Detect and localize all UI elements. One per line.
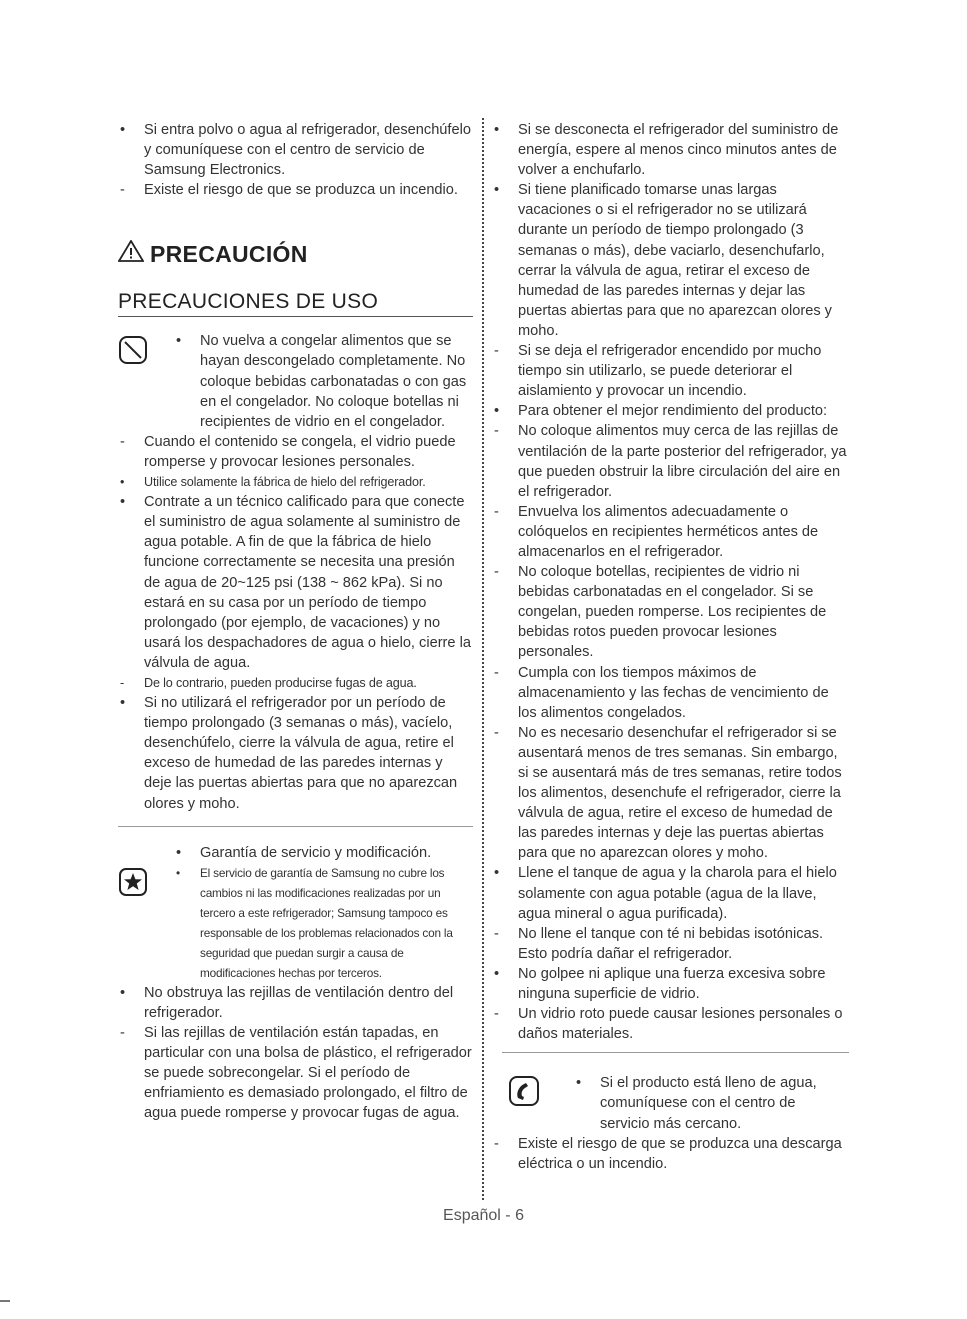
item-text: Si tiene planificado tomarse unas largas vacaciones o si el refrigerador no se utilizará durante un período de tiempo prolongado (3 semanas o más), debe vaciarlo, desenchufarlo, cerrar la válvula de agua, retirar el exceso de humedad de las paredes internas y dejar las puertas abiertas para que no aparezcan olores y moho. xyxy=(518,182,832,339)
dash-marker: - xyxy=(494,423,499,440)
item-text: Utilice solamente la fábrica de hielo del refrigerador. xyxy=(144,475,426,490)
dash-marker: - xyxy=(494,925,499,942)
bullet-item xyxy=(118,472,473,492)
dash-item xyxy=(492,663,849,723)
item-text: Si se desconecta el refrigerador del suministro de energía, espere al menos cinco minutos antes de volver a enchufarlo. xyxy=(518,122,839,179)
item-text: Si no utilizará el refrigerador por un período de tiempo prolongado (3 semanas o más), vacíelo, desenchúfelo, cierre la válvula de agua, retire el exceso de humedad de las paredes internas y deje las puertas abiertas para que no aparezcan olores y moho. xyxy=(144,695,458,812)
bullet-marker: • xyxy=(120,122,126,138)
item-text: De lo contrario, pueden producirse fugas de agua. xyxy=(144,675,417,690)
item-text: Para obtener el mejor rendimiento del producto: xyxy=(518,403,828,420)
bullet-item xyxy=(492,863,849,923)
item-text: Garantía de servicio y modificación. xyxy=(200,844,432,861)
bullet-marker: • xyxy=(494,182,500,199)
item-text: Llene el tanque de agua y la charola para el hielo solamente con agua potable (agua de la llave, agua mineral o agua purificada). xyxy=(518,865,837,922)
dash-marker: - xyxy=(494,664,499,681)
item-text: Existe el riesgo de que se produzca un incendio. xyxy=(144,182,458,199)
item-text: Un vidrio roto puede causar lesiones personales o daños materiales. xyxy=(518,1006,843,1043)
dash-item xyxy=(118,432,473,472)
prohibited-list xyxy=(174,331,473,431)
item-text: Si se deja el refrigerador encendido por mucho tiempo sin utilizarlo, se puede deteriorar el aislamiento y provocar un incendio. xyxy=(518,343,822,400)
item-text: Si el producto está lleno de agua, comuníquese con el centro de servicio más cercano. xyxy=(600,1075,817,1132)
warning-triangle-icon xyxy=(118,240,144,268)
bullet-marker: • xyxy=(120,475,125,490)
item-text: No coloque alimentos muy cerca de las rejillas de ventilación de la parte posterior del refrigerador, ya que pueden obstruir la libre circulación del aire en el refrigerador. xyxy=(518,423,847,500)
dash-marker: - xyxy=(120,675,125,690)
bullet-marker: • xyxy=(120,494,126,511)
bullet-item xyxy=(118,983,473,1023)
right-column xyxy=(492,120,849,1174)
dash-item xyxy=(118,180,473,200)
item-text: No golpee ni aplique una fuerza excesiva sobre ninguna superficie de vidrio. xyxy=(518,965,826,1003)
item-text: No llene el tanque con té ni bebidas isotónicas. Esto podría dañar el refrigerador. xyxy=(518,925,824,962)
bullet-marker: • xyxy=(176,844,182,861)
contact-block xyxy=(492,1073,849,1133)
item-text: Contrate a un técnico calificado para que conecte el suministro de agua solamente al suministro de agua potable. A fin de que la fábrica de hielo funcione correctamente se necesita una presión de agua de 20~125 psi (138 ~ 862 kPa). Si no estará en su casa por un período de tiempo prolongado (por ejemplo, de vacaciones) y no usará los despachadores de agua o hielo, cierre la válvula de agua. xyxy=(144,494,471,671)
caution-heading xyxy=(118,240,473,268)
bullet-item xyxy=(492,120,849,180)
bullet-item xyxy=(174,863,473,983)
contact-list xyxy=(548,1073,849,1133)
dash-item xyxy=(492,341,849,401)
dash-marker: - xyxy=(494,724,499,741)
bullet-item xyxy=(118,492,473,673)
bullet-marker: • xyxy=(494,965,500,982)
item-text: Si entra polvo o agua al refrigerador, desenchúfelo y comuníquese con el centro de servicio de Samsung Electronics. xyxy=(144,122,471,179)
section-title: PRECAUCIONES DE USO xyxy=(118,290,473,317)
bullet-item xyxy=(174,331,473,431)
item-text: Cumpla con los tiempos máximos de almacenamiento y las fechas de vencimiento de los alimentos congelados. xyxy=(518,664,829,721)
prohibited-block xyxy=(118,331,473,431)
bullet-marker: • xyxy=(176,865,180,880)
item-text: Si las rejillas de ventilación están tapadas, en particular con una bolsa de plástico, el refrigerador se puede sobrecongelar. Si el período de enfriamiento es demasiado prolongado, el filtro de agua puede romperse y provocar fugas de agua. xyxy=(144,1024,472,1122)
left-intro-list xyxy=(118,120,473,200)
bullet-item xyxy=(492,180,849,341)
bullet-marker: • xyxy=(176,333,182,350)
warranty-list xyxy=(174,843,473,983)
item-text: Envuelva los alimentos adecuadamente o colóquelos en recipientes herméticos antes de almacenarlos en el refrigerador. xyxy=(518,503,819,560)
bullet-marker: • xyxy=(120,984,126,1001)
bullet-item xyxy=(492,401,849,421)
dash-marker: - xyxy=(494,1135,499,1152)
bullet-item xyxy=(174,843,473,863)
dash-marker: - xyxy=(494,343,499,360)
left-items-list xyxy=(118,432,473,814)
dash-item xyxy=(492,1134,849,1174)
dash-marker: - xyxy=(494,564,499,581)
dash-item xyxy=(492,562,849,662)
bullet-marker: • xyxy=(494,122,500,138)
dash-marker: - xyxy=(120,182,125,199)
warranty-block xyxy=(118,843,473,983)
left-separator xyxy=(118,826,473,827)
dash-marker: - xyxy=(494,1006,499,1023)
bullet-item xyxy=(118,693,473,814)
dash-item xyxy=(118,1023,473,1123)
bullet-marker: • xyxy=(120,695,126,712)
star-icon xyxy=(118,867,148,902)
bullet-marker: • xyxy=(494,403,500,420)
dash-item xyxy=(492,723,849,864)
page-footer: Español - 6 xyxy=(443,1207,524,1224)
dash-marker: - xyxy=(120,433,125,450)
dash-item xyxy=(492,502,849,562)
item-text: Existe el riesgo de que se produzca una descarga eléctrica o un incendio. xyxy=(518,1135,842,1172)
scan-mark xyxy=(0,1300,10,1302)
dash-marker: - xyxy=(494,503,499,520)
dash-marker: - xyxy=(120,1024,125,1041)
left-tail-list xyxy=(118,983,473,1124)
item-text: No coloque botellas, recipientes de vidrio ni bebidas carbonatadas en el congelador. Si se congelan, pueden romperse. Los recipientes de bebidas rotos pueden provocar lesiones personales. xyxy=(518,564,827,661)
bullet-item xyxy=(492,964,849,1004)
right-separator xyxy=(502,1052,849,1053)
right-tail-list xyxy=(492,1134,849,1174)
left-column xyxy=(118,120,473,1123)
item-text: Cuando el contenido se congela, el vidrio puede romperse y provocar lesiones personales. xyxy=(144,433,456,470)
bullet-marker: • xyxy=(494,865,500,882)
column-divider xyxy=(482,118,484,1200)
item-text: No es necesario desenchufar el refrigerador si se ausentará menos de tres semanas. Sin embargo, si se ausentará más de tres semanas, retire todos los alimentos, desenchufe el refrigerador, cierre la válvula de agua, retire el exceso de humedad de las paredes internas y deje las puertas abiertas para que no aparezcan olores y moho. xyxy=(518,724,842,862)
bullet-marker: • xyxy=(576,1075,582,1092)
dash-item xyxy=(492,924,849,964)
item-text: No obstruya las rejillas de ventilación dentro del refrigerador. xyxy=(144,984,454,1021)
prohibited-icon xyxy=(118,335,148,370)
dash-item xyxy=(492,1004,849,1044)
dash-item xyxy=(492,421,849,501)
bullet-item xyxy=(118,120,473,180)
item-text: El servicio de garantía de Samsung no cubre los cambios ni las modificaciones realizadas por un tercero a este refrigerador; Samsung tampoco es responsable de los problemas relacionados con la seguridad que puedan surgir a causa de modificaciones hechas por terceros. xyxy=(200,865,453,980)
bullet-item xyxy=(574,1073,849,1133)
item-text: No vuelva a congelar alimentos que se hayan descongelado completamente. No coloque bebidas carbonatadas o con gas en el congelador. No coloque botellas ni recipientes de vidrio en el congelador. xyxy=(200,333,467,430)
dash-item xyxy=(118,673,473,693)
phone-contact-icon xyxy=(508,1075,540,1112)
caution-title: PRECAUCIÓN xyxy=(150,240,308,267)
right-items-list xyxy=(492,120,849,1044)
